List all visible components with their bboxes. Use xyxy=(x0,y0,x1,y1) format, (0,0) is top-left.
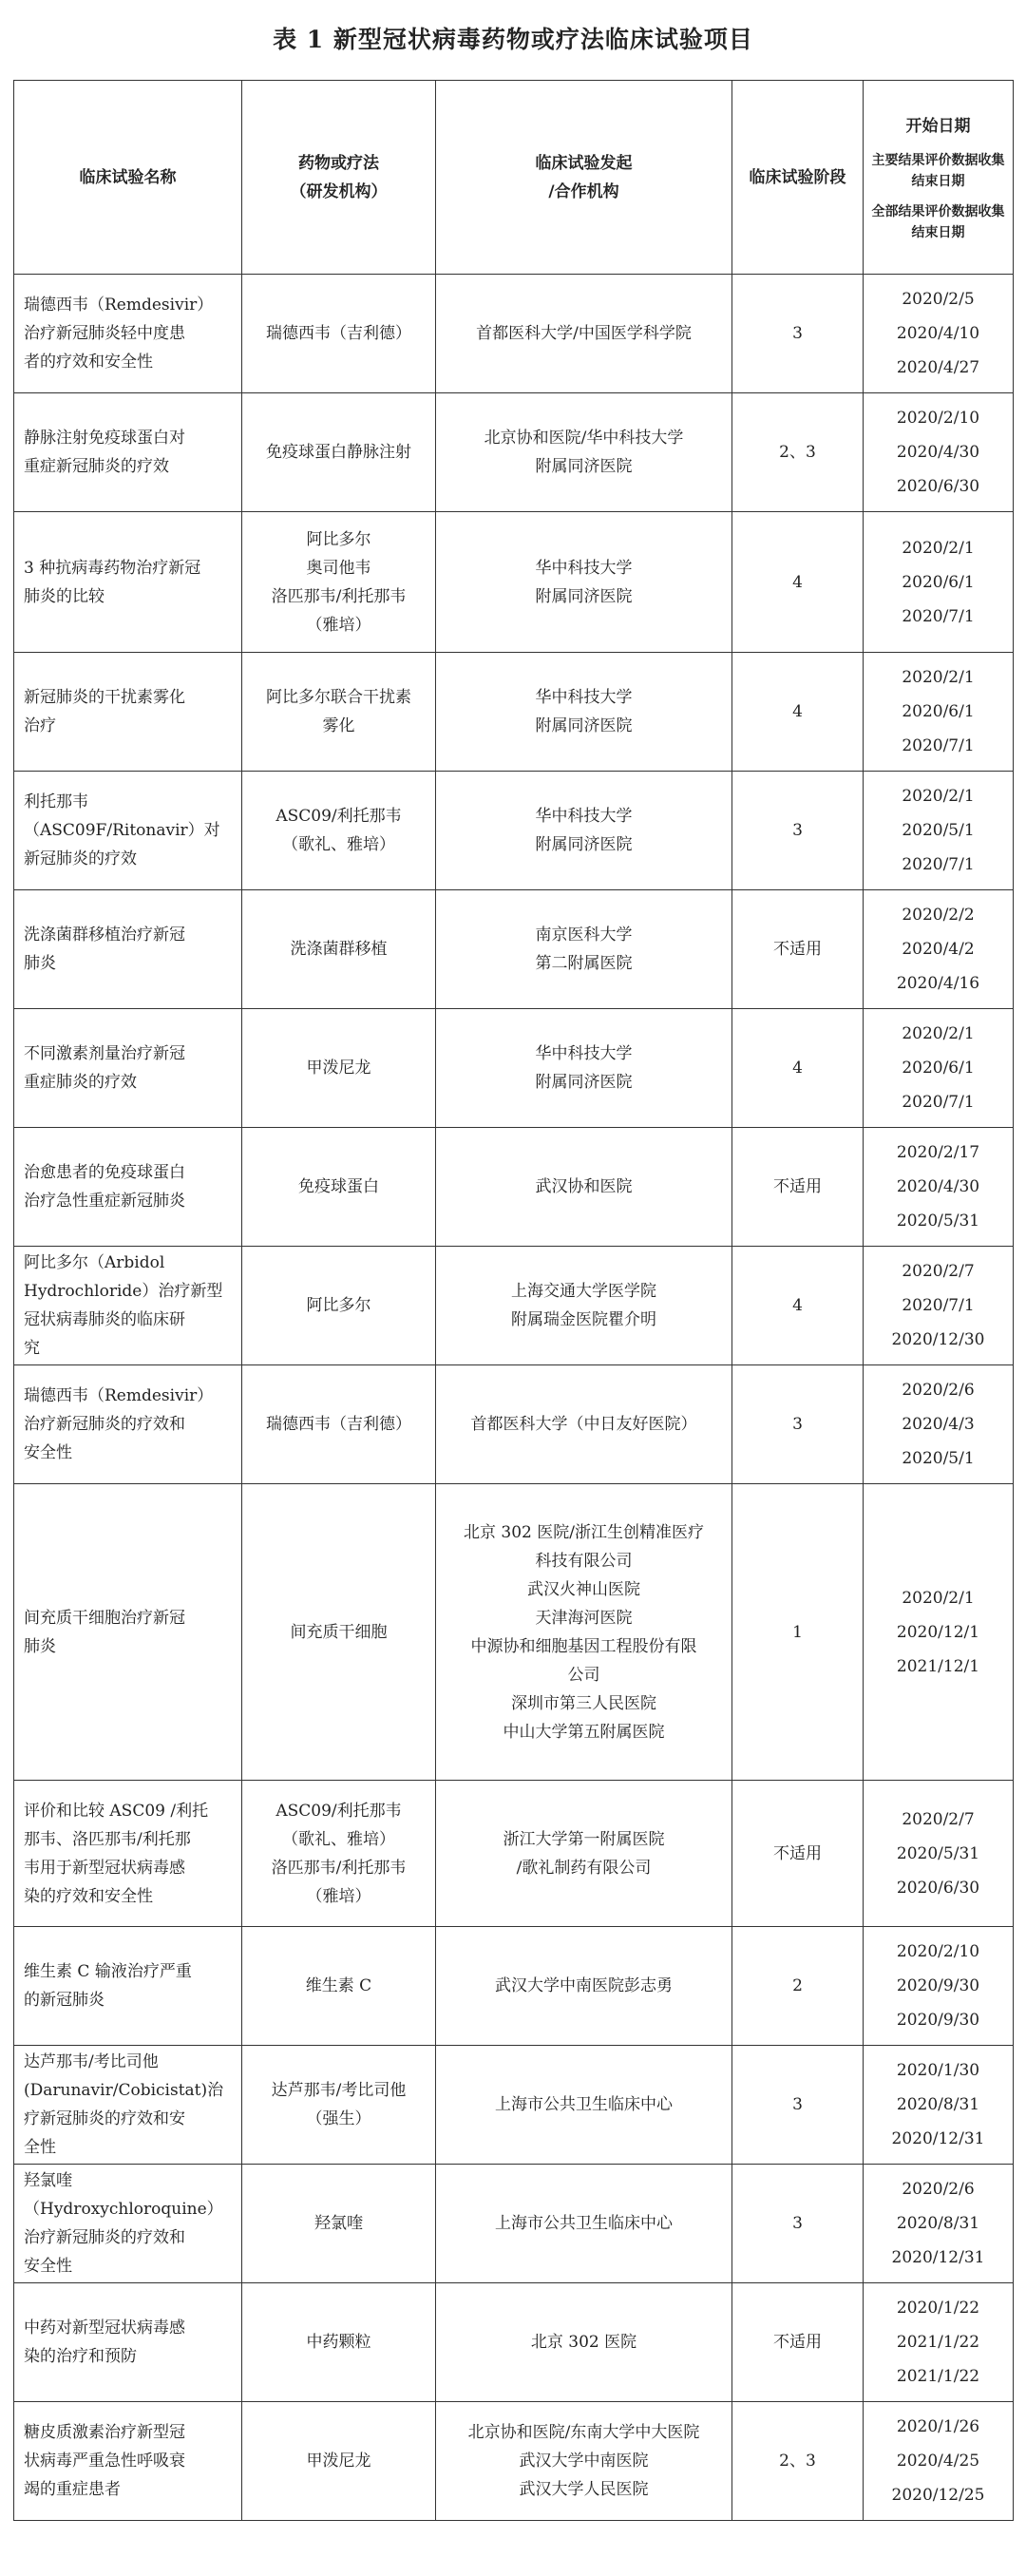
dates-line: 2020/2/7 xyxy=(902,1262,975,1281)
drug-cell xyxy=(242,1128,436,1247)
trial-name-line: 染的疗效和安全性 xyxy=(24,1886,153,1906)
trial-name-cell xyxy=(14,1781,242,1927)
sponsor-line: 公司 xyxy=(567,1665,600,1685)
phase-cell: 4 xyxy=(732,1009,864,1128)
dates-line: 2020/4/27 xyxy=(896,358,980,377)
drug-line: （强生） xyxy=(306,2109,371,2128)
trial-name-cell xyxy=(14,512,242,653)
table-row xyxy=(14,275,1014,393)
header-drug-line: （研发机构） xyxy=(290,181,388,201)
table-row xyxy=(14,772,1014,890)
dates-line: 2020/4/16 xyxy=(896,974,980,993)
drug-line: 奥司他韦 xyxy=(306,558,371,578)
dates-cell xyxy=(864,2165,1014,2283)
drug-cell xyxy=(242,2165,436,2283)
table-row xyxy=(14,1781,1014,1927)
trial-name-cell xyxy=(14,890,242,1009)
dates-cell xyxy=(864,1247,1014,1365)
phase-cell: 1 xyxy=(732,1484,864,1781)
trial-name-cell xyxy=(14,1009,242,1128)
sponsor-cell xyxy=(436,512,732,653)
phase-cell: 3 xyxy=(732,2165,864,2283)
dates-cell xyxy=(864,512,1014,653)
trial-name-line: 竭的重症患者 xyxy=(24,2480,121,2499)
trial-name-line: 治疗新冠肺炎的疗效和 xyxy=(24,2228,185,2247)
sponsor-cell xyxy=(436,1009,732,1128)
dates-line: 2020/2/1 xyxy=(902,1024,975,1043)
sponsor-line: 华中科技大学 xyxy=(535,558,633,578)
table-row xyxy=(14,2402,1014,2521)
trial-name-line: 全性 xyxy=(24,2138,56,2157)
trial-name-line: 肺炎 xyxy=(24,954,56,973)
sponsor-line: 北京协和医院/东南大学中大医院 xyxy=(467,2423,700,2442)
dates-cell xyxy=(864,772,1014,890)
dates-line: 2020/4/30 xyxy=(896,443,980,462)
drug-line: 阿比多尔 xyxy=(306,529,371,549)
trial-name-line: 冠状病毒肺炎的临床研 xyxy=(24,1310,185,1329)
drug-cell xyxy=(242,1009,436,1128)
dates-cell xyxy=(864,1927,1014,2046)
trial-name-line: 中药对新型冠状病毒感 xyxy=(24,2318,185,2337)
header-start-date: 开始日期 xyxy=(905,116,971,136)
drug-cell xyxy=(242,1927,436,2046)
sponsor-line: 上海交通大学医学院 xyxy=(511,1282,656,1301)
sponsor-cell xyxy=(436,890,732,1009)
dates-cell xyxy=(864,393,1014,512)
sponsor-cell xyxy=(436,2046,732,2165)
drug-line: 免疫球蛋白静脉注射 xyxy=(266,443,411,462)
dates-line: 2020/4/3 xyxy=(902,1415,975,1434)
drug-line: 洛匹那韦/利托那韦 xyxy=(271,1858,407,1878)
trial-name-line: 新冠肺炎的疗效 xyxy=(24,849,137,868)
sponsor-cell xyxy=(436,2165,732,2283)
trial-name-line: 那韦、洛匹那韦/利托那 xyxy=(24,1829,191,1849)
phase-cell: 4 xyxy=(732,512,864,653)
dates-line: 2020/2/10 xyxy=(896,1942,980,1961)
trial-name-cell xyxy=(14,772,242,890)
phase-cell: 4 xyxy=(732,1247,864,1365)
drug-line: 维生素 C xyxy=(305,1976,372,1995)
dates-line: 2021/1/22 xyxy=(896,2333,980,2352)
trial-name-cell xyxy=(14,2165,242,2283)
drug-cell xyxy=(242,890,436,1009)
header-dates xyxy=(864,81,1014,275)
sponsor-line: 武汉火神山医院 xyxy=(527,1579,640,1599)
sponsor-cell xyxy=(436,653,732,772)
trial-name-cell xyxy=(14,2283,242,2402)
dates-line: 2020/2/17 xyxy=(896,1143,980,1162)
drug-line: 免疫球蛋白 xyxy=(298,1177,379,1196)
phase-cell: 3 xyxy=(732,275,864,393)
sponsor-cell xyxy=(436,275,732,393)
trial-name-line: 状病毒严重急性呼吸衰 xyxy=(24,2452,185,2471)
header-drug xyxy=(242,81,436,275)
trial-name-line: 治疗新冠肺炎的疗效和 xyxy=(24,1415,185,1434)
dates-line: 2020/12/31 xyxy=(891,2129,985,2148)
dates-line: 2020/5/31 xyxy=(896,1212,980,1231)
trial-name-line: 达芦那韦/考比司他 xyxy=(24,2052,159,2071)
table-row xyxy=(14,1484,1014,1781)
trial-name-cell xyxy=(14,653,242,772)
trial-name-line: 羟氯喹 xyxy=(24,2171,72,2190)
trial-name-line: 维生素 C 输液治疗严重 xyxy=(24,1962,192,1981)
sponsor-line: 首都医科大学/中国医学科学院 xyxy=(476,324,692,343)
trial-name-line: 洗涤菌群移植治疗新冠 xyxy=(24,925,185,945)
table-row xyxy=(14,890,1014,1009)
dates-line: 2020/6/1 xyxy=(902,1059,975,1078)
drug-cell xyxy=(242,653,436,772)
phase-cell: 2、3 xyxy=(732,393,864,512)
drug-cell xyxy=(242,2283,436,2402)
trial-name-line: 重症肺炎的疗效 xyxy=(24,1073,137,1092)
trial-name-cell xyxy=(14,1128,242,1247)
phase-cell: 3 xyxy=(732,1365,864,1484)
dates-line: 2020/2/10 xyxy=(896,409,980,428)
drug-line: 中药颗粒 xyxy=(306,2333,371,2352)
drug-line: 瑞德西韦（吉利德） xyxy=(266,324,411,343)
sponsor-line: 附属同济医院 xyxy=(535,835,633,854)
dates-line: 2020/2/6 xyxy=(902,2180,975,2199)
dates-cell xyxy=(864,1365,1014,1484)
phase-cell: 3 xyxy=(732,2046,864,2165)
drug-line: 间充质干细胞 xyxy=(290,1622,388,1642)
sponsor-line: 华中科技大学 xyxy=(535,688,633,707)
sponsor-line: 北京 302 医院/浙江生创精准医疗 xyxy=(464,1522,704,1542)
drug-line: 甲泼尼龙 xyxy=(306,1059,371,1078)
dates-line: 2020/9/30 xyxy=(896,1976,980,1995)
sponsor-line: 上海市公共卫生临床中心 xyxy=(495,2214,673,2233)
dates-cell xyxy=(864,275,1014,393)
sponsor-line: 附属同济医院 xyxy=(535,457,633,476)
sponsor-line: 武汉大学中南医院 xyxy=(519,2452,649,2471)
drug-cell xyxy=(242,275,436,393)
drug-line: （歌礼、雅培） xyxy=(282,1829,395,1849)
dates-line: 2020/4/25 xyxy=(896,2452,980,2471)
sponsor-line: 华中科技大学 xyxy=(535,807,633,826)
dates-line: 2020/12/31 xyxy=(891,2248,985,2267)
trial-name-line: 肺炎的比较 xyxy=(24,586,104,606)
dates-line: 2020/7/1 xyxy=(902,1296,975,1315)
sponsor-line: 天津海河医院 xyxy=(535,1608,633,1628)
dates-cell xyxy=(864,1484,1014,1781)
sponsor-cell xyxy=(436,1128,732,1247)
trial-name-line: 新冠肺炎的干扰素雾化 xyxy=(24,688,185,707)
sponsor-line: 北京协和医院/华中科技大学 xyxy=(484,429,684,448)
dates-line: 2020/5/1 xyxy=(902,1449,975,1468)
drug-line: ASC09/利托那韦 xyxy=(276,807,402,826)
drug-cell xyxy=(242,2046,436,2165)
header-sponsor xyxy=(436,81,732,275)
dates-line: 2020/7/1 xyxy=(902,606,975,626)
sponsor-cell xyxy=(436,1365,732,1484)
sponsor-cell xyxy=(436,1927,732,2046)
sponsor-line: 附属同济医院 xyxy=(535,1073,633,1092)
table-row xyxy=(14,1365,1014,1484)
sponsor-line: 上海市公共卫生临床中心 xyxy=(495,2095,673,2114)
table-row xyxy=(14,2283,1014,2402)
table-row xyxy=(14,393,1014,512)
table-row xyxy=(14,2046,1014,2165)
header-sponsor-line: 临床试验发起 xyxy=(535,153,633,173)
trial-name-line: 韦用于新型冠状病毒感 xyxy=(24,1858,185,1878)
drug-cell xyxy=(242,1484,436,1781)
header-drug-line: 药物或疗法 xyxy=(298,153,379,173)
trial-name-line: 安全性 xyxy=(24,2257,72,2276)
sponsor-line: 武汉协和医院 xyxy=(535,1177,633,1196)
dates-line: 2020/8/31 xyxy=(896,2214,980,2233)
dates-line: 2020/2/5 xyxy=(902,290,975,309)
dates-line: 2020/6/30 xyxy=(896,1878,980,1898)
sponsor-line: 科技有限公司 xyxy=(535,1551,633,1571)
drug-cell xyxy=(242,772,436,890)
dates-line: 2020/12/30 xyxy=(891,1330,985,1349)
drug-cell xyxy=(242,1781,436,1927)
phase-cell: 2、3 xyxy=(732,2402,864,2521)
sponsor-line: 华中科技大学 xyxy=(535,1044,633,1063)
trial-name-line: 评价和比较 ASC09 /利托 xyxy=(24,1801,209,1821)
drug-line: 达芦那韦/考比司他 xyxy=(271,2081,407,2100)
drug-cell xyxy=(242,2402,436,2521)
trial-name-cell xyxy=(14,2402,242,2521)
dates-line: 2020/7/1 xyxy=(902,855,975,874)
trial-name-line: 安全性 xyxy=(24,1443,72,1462)
drug-line: 阿比多尔联合干扰素 xyxy=(266,688,411,707)
dates-cell xyxy=(864,1128,1014,1247)
dates-cell xyxy=(864,2283,1014,2402)
trial-name-line: 间充质干细胞治疗新冠 xyxy=(24,1608,185,1628)
trial-name-line: 的新冠肺炎 xyxy=(24,1991,104,2010)
dates-line: 2020/2/1 xyxy=(902,787,975,806)
drug-line: （歌礼、雅培） xyxy=(282,835,395,854)
sponsor-line: 武汉大学中南医院彭志勇 xyxy=(495,1976,673,1995)
dates-line: 2020/2/7 xyxy=(902,1809,975,1829)
header-row xyxy=(14,81,1014,275)
trial-name-line: 治疗 xyxy=(24,716,56,735)
dates-line: 2021/1/22 xyxy=(896,2367,980,2386)
dates-line: 2020/2/1 xyxy=(902,668,975,687)
table-row xyxy=(14,653,1014,772)
dates-line: 2020/2/6 xyxy=(902,1381,975,1400)
dates-line: 2020/7/1 xyxy=(902,1093,975,1112)
trial-name-line: 治愈患者的免疫球蛋白 xyxy=(24,1163,185,1182)
phase-cell: 2 xyxy=(732,1927,864,2046)
table-title: 表 1 新型冠状病毒药物或疗法临床试验项目 xyxy=(273,26,753,53)
sponsor-cell xyxy=(436,2283,732,2402)
dates-line: 2020/4/30 xyxy=(896,1177,980,1196)
trial-name-line: Hydrochloride）治疗新型 xyxy=(24,1282,223,1301)
drug-line: （雅培） xyxy=(306,1886,371,1906)
drug-line: 甲泼尼龙 xyxy=(306,2452,371,2471)
dates-line: 2020/5/1 xyxy=(902,821,975,840)
sponsor-line: 附属同济医院 xyxy=(535,586,633,606)
trial-name-line: 肺炎 xyxy=(24,1636,56,1656)
trial-name-line: 阿比多尔（Arbidol xyxy=(24,1253,165,1272)
dates-line: 2020/2/1 xyxy=(902,538,975,558)
drug-line: 瑞德西韦（吉利德） xyxy=(266,1415,411,1434)
drug-line: 洛匹那韦/利托那韦 xyxy=(271,586,407,606)
trial-name-line: 瑞德西韦（Remdesivir） xyxy=(24,1386,214,1405)
dates-line: 2020/1/26 xyxy=(896,2417,980,2436)
trial-name-line: （Hydroxychloroquine） xyxy=(24,2200,223,2219)
sponsor-cell xyxy=(436,393,732,512)
trial-name-line: 治疗新冠肺炎轻中度患 xyxy=(24,324,185,343)
trial-name-line: 利托那韦 xyxy=(24,792,88,811)
clinical-trials-table xyxy=(13,80,1014,2521)
dates-cell xyxy=(864,1009,1014,1128)
trial-name-cell xyxy=(14,393,242,512)
sponsor-line: 浙江大学第一附属医院 xyxy=(503,1829,665,1849)
dates-line: 2020/12/25 xyxy=(891,2486,985,2505)
trial-name-line: 静脉注射免疫球蛋白对 xyxy=(24,429,185,448)
trial-name-line: （ASC09F/Ritonavir）对 xyxy=(24,821,220,840)
dates-line: 2020/5/31 xyxy=(896,1843,980,1863)
dates-cell xyxy=(864,890,1014,1009)
dates-line: 2020/4/10 xyxy=(896,324,980,343)
trial-name-line: 重症新冠肺炎的疗效 xyxy=(24,457,169,476)
dates-cell xyxy=(864,653,1014,772)
sponsor-line: 中山大学第五附属医院 xyxy=(503,1722,665,1742)
sponsor-line: 南京医科大学 xyxy=(535,925,633,945)
dates-line: 2020/6/1 xyxy=(902,572,975,592)
dates-line: 2020/2/1 xyxy=(902,1588,975,1608)
dates-line: 2020/1/30 xyxy=(896,2061,980,2080)
trial-name-line: 治疗急性重症新冠肺炎 xyxy=(24,1192,185,1211)
header-full-end-date: 全部结果评价数据收集结束日期 xyxy=(871,203,1005,240)
drug-cell xyxy=(242,1247,436,1365)
sponsor-line: 中源协和细胞基因工程股份有限 xyxy=(470,1636,697,1656)
dates-line: 2020/8/31 xyxy=(896,2095,980,2114)
table-row xyxy=(14,1128,1014,1247)
trial-name-cell xyxy=(14,1247,242,1365)
dates-line: 2021/12/1 xyxy=(896,1656,980,1676)
phase-cell: 不适用 xyxy=(732,2283,864,2402)
dates-line: 2020/12/1 xyxy=(896,1622,980,1642)
header-phase: 临床试验阶段 xyxy=(732,81,864,275)
trial-name-line: 者的疗效和安全性 xyxy=(24,353,153,372)
phase-cell: 不适用 xyxy=(732,1781,864,1927)
drug-cell xyxy=(242,393,436,512)
trial-name-cell xyxy=(14,2046,242,2165)
sponsor-cell xyxy=(436,772,732,890)
trial-name-line: (Darunavir/Cobicistat)治 xyxy=(24,2081,224,2100)
dates-cell xyxy=(864,2402,1014,2521)
sponsor-cell xyxy=(436,2402,732,2521)
drug-line: （雅培） xyxy=(306,615,371,635)
sponsor-line: 第二附属医院 xyxy=(535,954,633,973)
drug-line: 阿比多尔 xyxy=(306,1296,371,1315)
trial-name-line: 3 种抗病毒药物治疗新冠 xyxy=(24,558,201,578)
table-row xyxy=(14,1247,1014,1365)
phase-cell: 4 xyxy=(732,653,864,772)
sponsor-line: /歌礼制药有限公司 xyxy=(516,1858,652,1878)
drug-line: 洗涤菌群移植 xyxy=(290,940,388,959)
trial-name-cell xyxy=(14,1484,242,1781)
table-row xyxy=(14,2165,1014,2283)
dates-cell xyxy=(864,2046,1014,2165)
sponsor-cell xyxy=(436,1247,732,1365)
header-sponsor-line: /合作机构 xyxy=(548,181,619,201)
trial-name-cell xyxy=(14,1365,242,1484)
dates-line: 2020/7/1 xyxy=(902,736,975,755)
sponsor-line: 附属同济医院 xyxy=(535,716,633,735)
dates-cell xyxy=(864,1781,1014,1927)
trial-name-line: 究 xyxy=(24,1339,40,1358)
sponsor-line: 附属瑞金医院瞿介明 xyxy=(511,1310,656,1329)
trial-name-cell xyxy=(14,275,242,393)
table-row xyxy=(14,512,1014,653)
trial-name-cell xyxy=(14,1927,242,2046)
trial-name-line: 染的治疗和预防 xyxy=(24,2347,137,2366)
drug-cell xyxy=(242,512,436,653)
drug-line: 羟氯喹 xyxy=(314,2214,363,2233)
sponsor-cell xyxy=(436,1484,732,1781)
sponsor-cell xyxy=(436,1781,732,1927)
trial-name-line: 不同激素剂量治疗新冠 xyxy=(24,1044,185,1063)
phase-cell: 不适用 xyxy=(732,1128,864,1247)
dates-line: 2020/1/22 xyxy=(896,2299,980,2318)
header-primary-end-date: 主要结果评价数据收集结束日期 xyxy=(871,152,1005,189)
dates-line: 2020/9/30 xyxy=(896,2011,980,2030)
phase-cell: 3 xyxy=(732,772,864,890)
dates-line: 2020/6/30 xyxy=(896,477,980,496)
header-trial-name: 临床试验名称 xyxy=(14,81,242,275)
trial-name-line: 疗新冠肺炎的疗效和安 xyxy=(24,2109,185,2128)
dates-line: 2020/2/2 xyxy=(902,906,975,925)
trial-name-line: 瑞德西韦（Remdesivir） xyxy=(24,296,214,315)
table-row xyxy=(14,1927,1014,2046)
sponsor-line: 深圳市第三人民医院 xyxy=(511,1693,656,1713)
drug-cell xyxy=(242,1365,436,1484)
table-row xyxy=(14,1009,1014,1128)
sponsor-line: 武汉大学人民医院 xyxy=(519,2480,649,2499)
sponsor-line: 首都医科大学（中日友好医院） xyxy=(470,1415,697,1434)
trial-name-line: 糖皮质激素治疗新型冠 xyxy=(24,2423,185,2442)
dates-line: 2020/6/1 xyxy=(902,702,975,721)
drug-line: 雾化 xyxy=(322,716,355,735)
sponsor-line: 北京 302 医院 xyxy=(530,2333,637,2352)
drug-line: ASC09/利托那韦 xyxy=(276,1801,402,1821)
dates-line: 2020/4/2 xyxy=(902,940,975,959)
phase-cell: 不适用 xyxy=(732,890,864,1009)
